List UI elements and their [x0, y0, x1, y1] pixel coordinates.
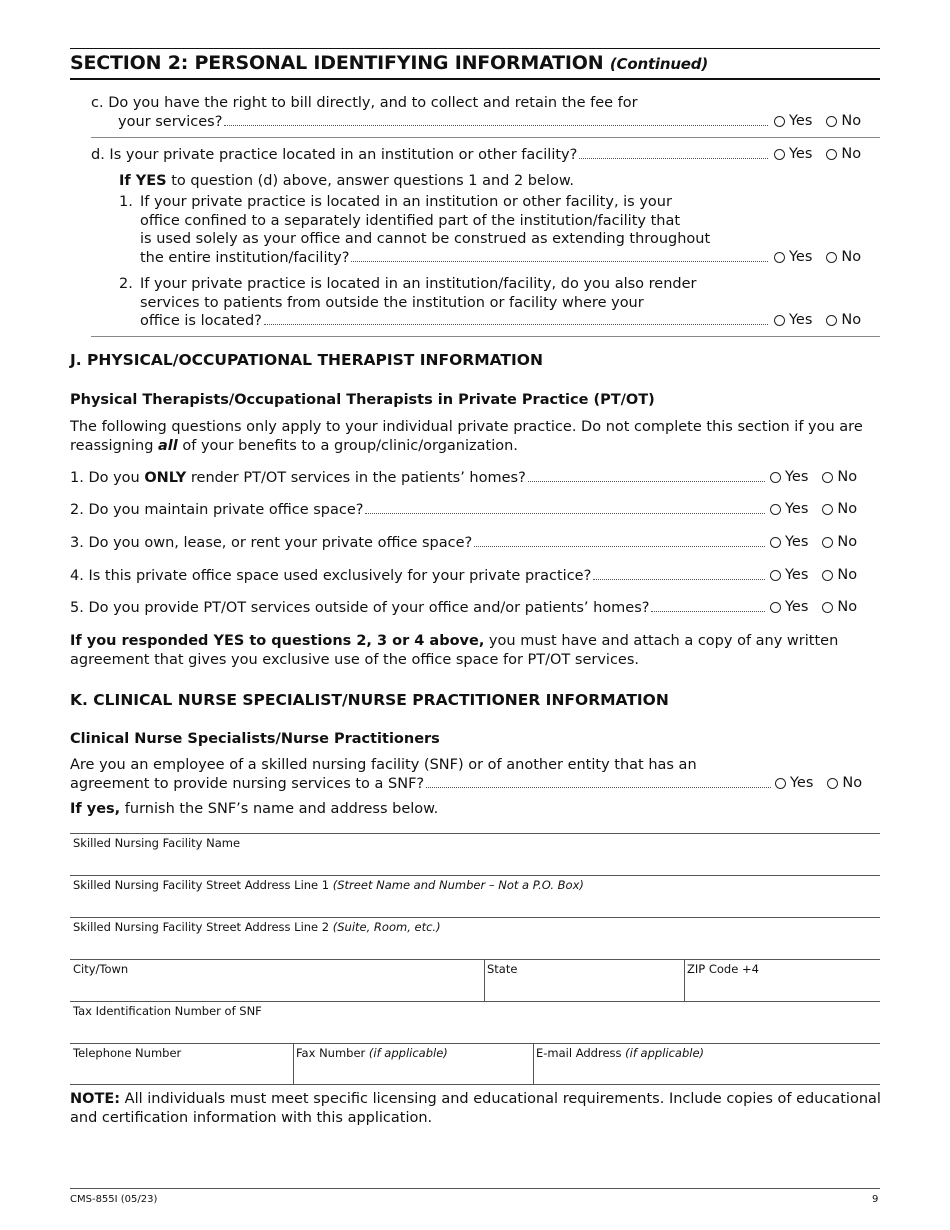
- email-field[interactable]: [533, 1043, 880, 1085]
- subquestion-2-no-radio[interactable]: No: [826, 312, 861, 328]
- section-j-title: J. PHYSICAL/OCCUPATIONAL THERAPIST INFORMATION: [70, 351, 543, 369]
- leader-dots: [351, 261, 768, 262]
- pt-question-5-no-radio[interactable]: No: [822, 599, 857, 615]
- radio-circle-icon: [770, 504, 781, 515]
- question-d-text: d. Is your private practice located in an institution or other facility?: [91, 147, 578, 163]
- subquestion-1-yes-radio[interactable]: Yes: [774, 249, 812, 265]
- question-c: [91, 94, 771, 131]
- leader-dots: [528, 481, 765, 482]
- leader-dots: [651, 611, 765, 612]
- city-label: City/Town: [73, 962, 129, 976]
- pt-question-4: 4. Is this private office space used exclusively for your private practice?: [70, 567, 768, 586]
- pt-question-5: 5. Do you provide PT/OT services outside of your office and/or patients’ homes?: [70, 599, 768, 618]
- subquestion-1-options: [774, 249, 861, 265]
- subquestion-1: 1. If your private practice is located in an institution or other facility, is your office confined to a separately identified part of the institution/facility that is used solely as your office and cannot be construed as extending throughout the entire institution/facility?: [119, 193, 771, 267]
- fax-field[interactable]: [293, 1043, 533, 1085]
- question-d-yes-radio[interactable]: Yes: [774, 146, 812, 162]
- subquestion-1-no-radio[interactable]: No: [826, 249, 861, 265]
- radio-circle-icon: [826, 252, 837, 263]
- header-rule: [70, 78, 880, 80]
- radio-circle-icon: [826, 149, 837, 160]
- snf-tin-label: Tax Identification Number of SNF: [73, 1004, 262, 1018]
- section-j-intro: The following questions only apply to your individual private practice. Do not complete this section if you are reassigning all of your benefits to a group/clinic/organization.: [70, 419, 863, 454]
- fields-bottom-rule: [70, 1084, 880, 1085]
- radio-circle-icon: [822, 537, 833, 548]
- section-k-subtitle: Clinical Nurse Specialists/Nurse Practitioners: [70, 731, 440, 747]
- radio-circle-icon: [826, 116, 837, 127]
- licensing-note: NOTE: All individuals must meet specific licensing and educational requirements. Include copies of educational and certification information with this application.: [70, 1091, 881, 1126]
- snf-question-no-radio[interactable]: No: [827, 775, 862, 791]
- question-d: [91, 146, 771, 165]
- snf-tin-field[interactable]: [70, 1001, 880, 1043]
- leader-dots: [365, 513, 765, 514]
- field-divider: [484, 959, 485, 1001]
- fax-label: Fax Number (if applicable): [296, 1046, 448, 1060]
- radio-circle-icon: [770, 537, 781, 548]
- pt-question-4-yes-radio[interactable]: Yes: [770, 567, 808, 583]
- field-divider: [684, 959, 685, 1001]
- subquestion-2: 2. If your private practice is located in an institution/facility, do you also render services to patients from outside the institution or facility where your office is located?: [119, 275, 771, 331]
- city-field[interactable]: [70, 959, 484, 1001]
- question-c-options: [774, 113, 861, 129]
- snf-question-options: [775, 775, 862, 791]
- pt-question-3-yes-radio[interactable]: Yes: [770, 534, 808, 550]
- top-rule: [70, 48, 880, 49]
- radio-circle-icon: [770, 570, 781, 581]
- field-divider: [533, 1043, 534, 1085]
- pt-question-2-yes-radio[interactable]: Yes: [770, 501, 808, 517]
- telephone-label: Telephone Number: [73, 1046, 182, 1060]
- radio-circle-icon: [827, 778, 838, 789]
- snf-address-line1-field[interactable]: [70, 875, 880, 917]
- pt-question-2-options: [770, 501, 857, 517]
- field-divider: [293, 1043, 294, 1085]
- state-label: State: [487, 962, 518, 976]
- if-yes-instruction: If YES to question (d) above, answer questions 1 and 2 below.: [119, 173, 574, 189]
- radio-circle-icon: [770, 472, 781, 483]
- pt-question-1-yes-radio[interactable]: Yes: [770, 469, 808, 485]
- snf-name-label: Skilled Nursing Facility Name: [73, 836, 241, 850]
- radio-circle-icon: [822, 472, 833, 483]
- snf-question: Are you an employee of a skilled nursing facility (SNF) or of another entity that has an agreement to provide nursing services to a SNF?: [70, 756, 774, 793]
- snf-instruction: If yes, furnish the SNF’s name and address below.: [70, 801, 439, 817]
- radio-circle-icon: [822, 504, 833, 515]
- radio-circle-icon: [826, 315, 837, 326]
- form-id: CMS-855I (05/23): [70, 1194, 158, 1205]
- pt-question-5-yes-radio[interactable]: Yes: [770, 599, 808, 615]
- radio-circle-icon: [774, 149, 785, 160]
- pt-question-3-options: [770, 534, 857, 550]
- question-c-yes-radio[interactable]: Yes: [774, 113, 812, 129]
- section-k-title: K. CLINICAL NURSE SPECIALIST/NURSE PRACTITIONER INFORMATION: [70, 691, 669, 709]
- state-field[interactable]: [484, 959, 684, 1001]
- pt-question-1: 1. Do you ONLY render PT/OT services in the patients’ homes?: [70, 469, 768, 488]
- zip-field[interactable]: [684, 959, 880, 1001]
- snf-name-field[interactable]: [70, 833, 880, 875]
- question-c-line2: your services?: [118, 113, 223, 130]
- pt-question-5-options: [770, 599, 857, 615]
- section-j-attachment-note: If you responded YES to questions 2, 3 or 4 above, you must have and attach a copy of any written agreement that gives you exclusive use of the office space for PT/OT services.: [70, 633, 839, 668]
- leader-dots: [264, 324, 768, 325]
- radio-circle-icon: [774, 116, 785, 127]
- footer-rule: [70, 1188, 880, 1189]
- pt-question-1-no-radio[interactable]: No: [822, 469, 857, 485]
- pt-question-3-no-radio[interactable]: No: [822, 534, 857, 550]
- leader-dots: [593, 579, 765, 580]
- snf-address-line2-field[interactable]: [70, 917, 880, 959]
- question-c-no-radio[interactable]: No: [826, 113, 861, 129]
- pt-question-4-options: [770, 567, 857, 583]
- radio-circle-icon: [775, 778, 786, 789]
- snf-address-line2-label: Skilled Nursing Facility Street Address Line 2 (Suite, Room, etc.): [73, 920, 441, 934]
- leader-dots: [426, 787, 771, 788]
- pt-question-1-options: [770, 469, 857, 485]
- snf-question-yes-radio[interactable]: Yes: [775, 775, 813, 791]
- leader-dots: [579, 158, 768, 159]
- snf-address-line1-label: Skilled Nursing Facility Street Address Line 1 (Street Name and Number – Not a P.O. Box): [73, 878, 584, 892]
- zip-label: ZIP Code +4: [687, 962, 759, 976]
- pt-question-4-no-radio[interactable]: No: [822, 567, 857, 583]
- divider: [91, 137, 880, 138]
- section-continued: (Continued): [609, 55, 708, 73]
- page-number: 9: [872, 1194, 879, 1205]
- section-j-subtitle: Physical Therapists/Occupational Therapists in Private Practice (PT/OT): [70, 392, 655, 408]
- pt-question-2-no-radio[interactable]: No: [822, 501, 857, 517]
- question-c-line1: c. Do you have the right to bill directly, and to collect and retain the fee for: [91, 95, 638, 111]
- pt-question-2: 2. Do you maintain private office space?: [70, 501, 768, 520]
- question-d-options: [774, 146, 861, 162]
- leader-dots: [474, 546, 765, 547]
- radio-circle-icon: [770, 602, 781, 613]
- question-d-no-radio[interactable]: No: [826, 146, 861, 162]
- subquestion-2-options: [774, 312, 861, 328]
- section-title: SECTION 2: PERSONAL IDENTIFYING INFORMATION: [70, 52, 604, 74]
- leader-dots: [224, 125, 768, 126]
- section-header: [70, 52, 708, 74]
- radio-circle-icon: [774, 252, 785, 263]
- radio-circle-icon: [822, 570, 833, 581]
- radio-circle-icon: [822, 602, 833, 613]
- radio-circle-icon: [774, 315, 785, 326]
- email-label: E-mail Address (if applicable): [536, 1046, 705, 1060]
- pt-question-3: 3. Do you own, lease, or rent your private office space?: [70, 534, 768, 553]
- divider: [91, 336, 880, 337]
- subquestion-2-yes-radio[interactable]: Yes: [774, 312, 812, 328]
- telephone-field[interactable]: [70, 1043, 293, 1085]
